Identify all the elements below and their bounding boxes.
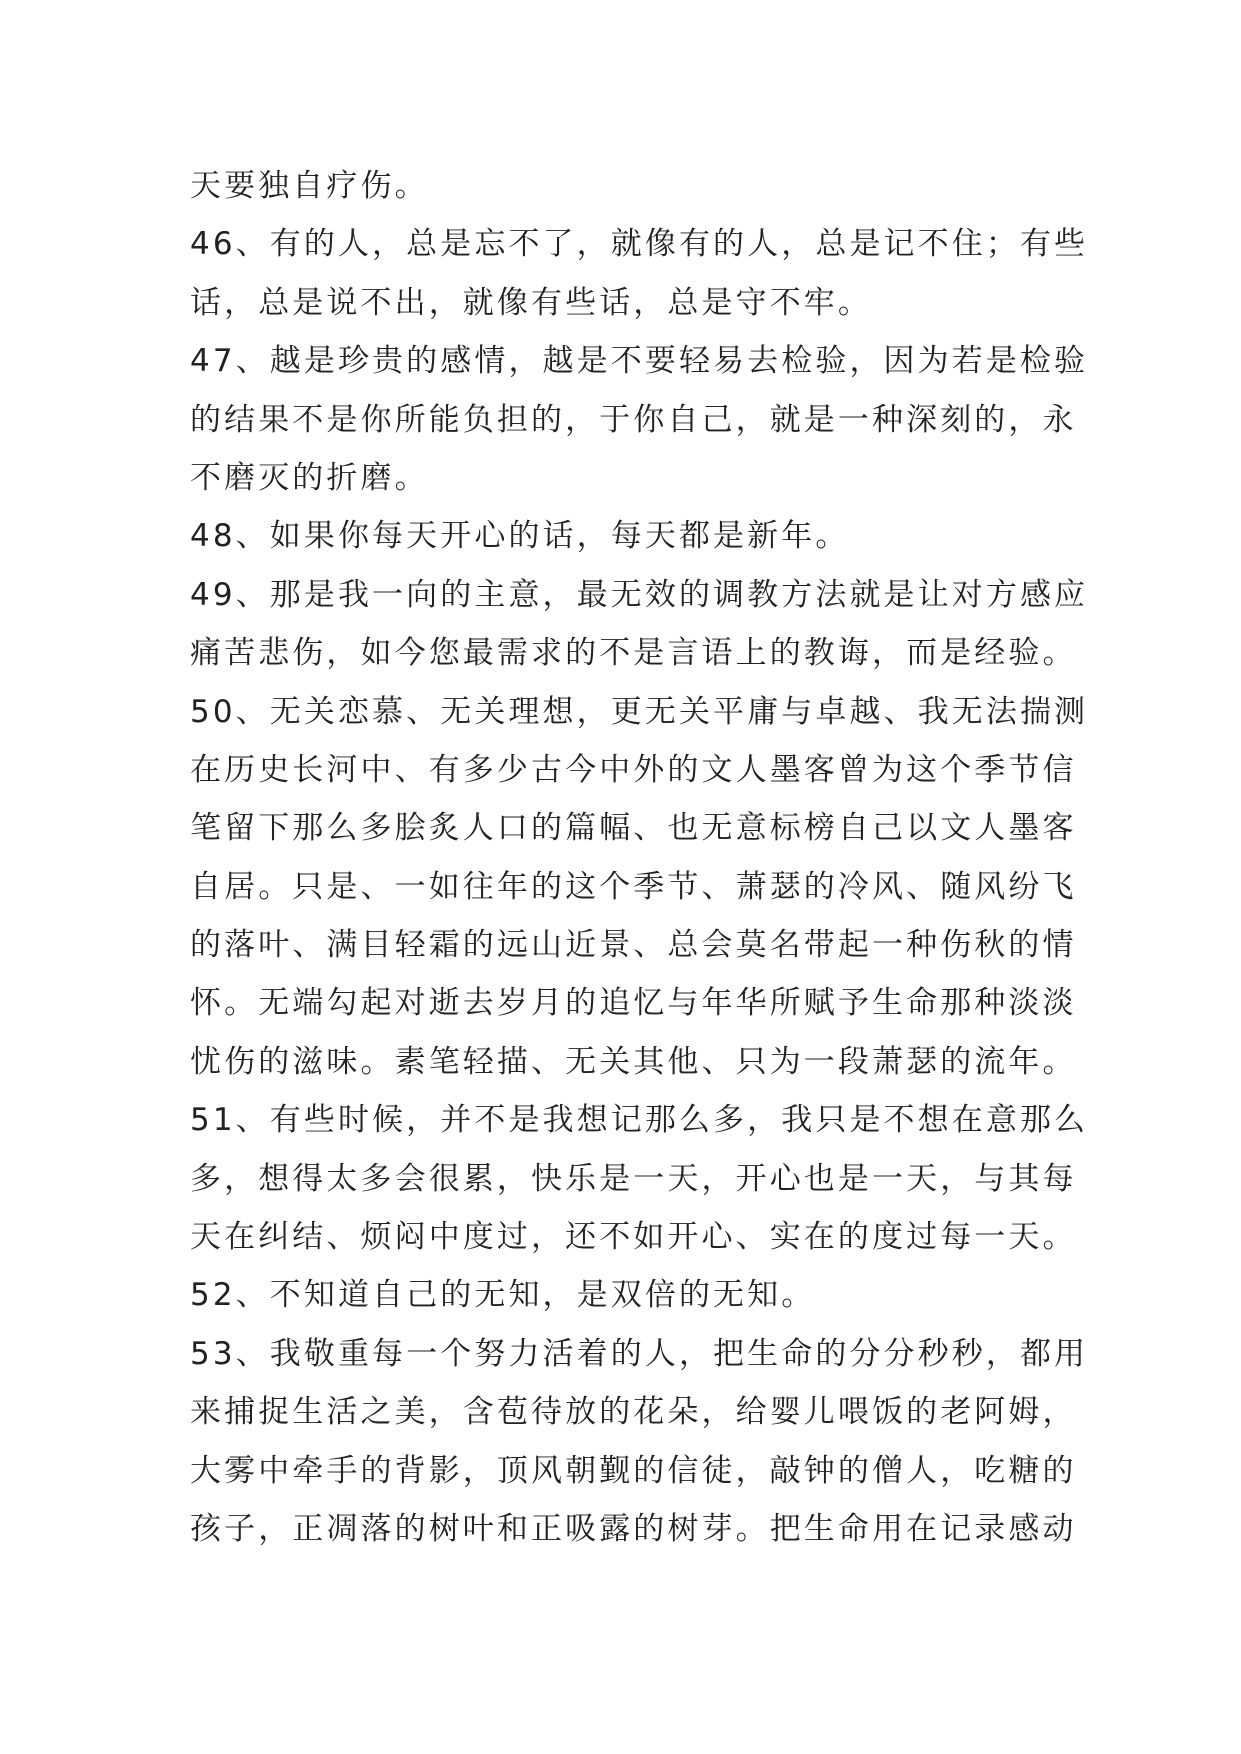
text-line: 50、无关恋慕、无关理想，更无关平庸与卓越、我无法揣测	[190, 693, 1089, 730]
text-line: 48、如果你每天开心的话，每天都是新年。	[190, 518, 850, 555]
text-line: 怀。无端勾起对逝去岁月的追忆与年华所赋予生命那种淡淡	[190, 985, 1077, 1022]
text-line: 孩子，正凋落的树叶和正吸露的树芽。把生命用在记录感动	[190, 1510, 1077, 1547]
text-line: 天要独自疗伤。	[190, 168, 429, 204]
text-line: 51、有些时候，并不是我想记那么多，我只是不想在意那么	[190, 1102, 1089, 1139]
text-line: 自居。只是、一如往年的这个季节、萧瑟的冷风、随风纷飞	[190, 868, 1077, 905]
text-line: 话，总是说不出，就像有些话，总是守不牢。	[190, 284, 872, 321]
text-line: 49、那是我一向的主意，最无效的调教方法就是让对方感应	[190, 576, 1089, 613]
text-line: 47、越是珍贵的感情，越是不要轻易去检验，因为若是检验	[190, 343, 1089, 380]
text-line: 的落叶、满目轻霜的远山近景、总会莫名带起一种伤秋的情	[190, 927, 1077, 964]
text-line: 46、有的人，总是忘不了，就像有的人，总是记不住；有些	[190, 226, 1089, 263]
text-line: 笔留下那么多脍炙人口的篇幅、也无意标榜自己以文人墨客	[190, 810, 1077, 847]
text-line: 53、我敬重每一个努力活着的人，把生命的分分秒秒，都用	[190, 1335, 1089, 1372]
text-line: 多，想得太多会很累，快乐是一天，开心也是一天，与其每	[190, 1160, 1077, 1197]
text-line: 痛苦悲伤，如今您最需求的不是言语上的教诲，而是经验。	[190, 635, 1077, 672]
text-line: 天在纠结、烦闷中度过，还不如开心、实在的度过每一天。	[190, 1219, 1077, 1256]
text-line: 不磨灭的折磨。	[190, 459, 429, 496]
text-line: 的结果不是你所能负担的，于你自己，就是一种深刻的，永	[190, 401, 1077, 438]
text-line: 大雾中牵手的背影，顶风朝觐的信徒，敲钟的僧人，吃糖的	[190, 1452, 1077, 1489]
text-line: 52、不知道自己的无知，是双倍的无知。	[190, 1277, 816, 1314]
text-line: 忧伤的滋味。素笔轻描、无关其他、只为一段萧瑟的流年。	[190, 1043, 1077, 1080]
document-body	[190, 157, 1089, 1558]
text-line: 在历史长河中、有多少古今中外的文人墨客曾为这个季节信	[190, 751, 1077, 788]
text-line: 来捕捉生活之美，含苞待放的花朵，给婴儿喂饭的老阿姆，	[190, 1394, 1077, 1431]
